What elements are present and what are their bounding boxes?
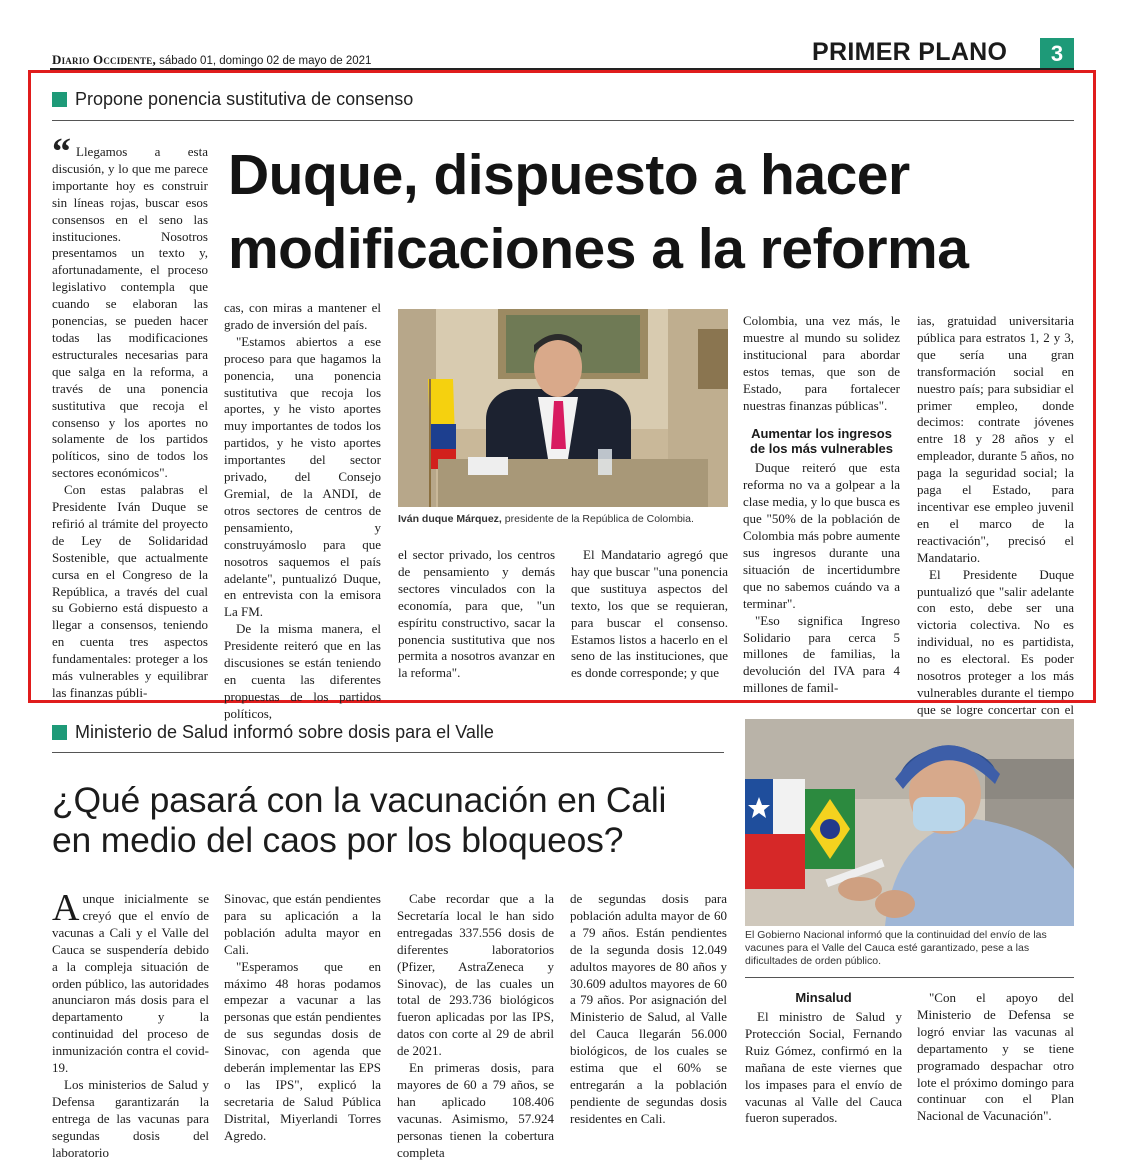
paragraph: El ministro de Salud y Protección Social, Fernando Ruiz Gómez, confirmó en la mañana de este viernes que los impases para el envío de vacunas al Valle del Cauca fueron superados. bbox=[745, 1009, 902, 1126]
article1-column-1 bbox=[52, 144, 208, 702]
paragraph: "Estamos abiertos a ese proceso para que hagamos la ponencia, una ponencia sustitutiva que recoja los aportes, y he visto aportes muy importantes de todos los partidos, y he visto aportes importantes del sector privado, del Consejo Gremial, de la ANDI, de otros sectores de centros de pensamiento, y construyámoslo para que nosotros saquemos el país adelante", puntualizó Duque, en entrevista con la emisora La FM. bbox=[224, 333, 381, 620]
masthead-date-line bbox=[52, 52, 371, 68]
paragraph: Colombia, una vez más, le muestre al mundo su solidez institucional para abordar estos temas, que son de Estado, para fortalecer nuestras finanzas públicas". bbox=[743, 313, 900, 413]
paragraph: "Eso significa Ingreso Solidario para cerca 5 millones de familias, la devolución del IVA para 4 millones de famil- bbox=[743, 612, 900, 696]
paragraph: "Con el apoyo del Ministerio de Defensa se logró enviar las vacunas al departamento y se tiene programado despachar otro lote el próximo domingo para continuar con el Plan Nacional de Vacunación". bbox=[917, 990, 1074, 1124]
open-quote-icon: “ bbox=[52, 131, 71, 173]
article2-column-3 bbox=[397, 891, 554, 1162]
article2-kicker bbox=[52, 722, 494, 743]
headline-line: modificaciones a la reforma bbox=[228, 217, 969, 281]
headline-line: ¿Qué pasará con la vacunación en Cali bbox=[52, 780, 667, 820]
article2-column-1 bbox=[52, 887, 209, 1162]
square-bullet-icon bbox=[52, 725, 67, 740]
article1-subhead: Aumentar los ingresos de los más vulnerables bbox=[749, 426, 894, 457]
article2-column-2 bbox=[224, 891, 381, 1145]
vaccination-photo bbox=[745, 719, 1074, 926]
newspaper-brand: Diario Occidente, bbox=[52, 52, 156, 67]
article2-kicker-text: Ministerio de Salud informó sobre dosis para el Valle bbox=[75, 722, 494, 742]
paragraph: unque inicialmente se creyó que el envío de vacunas a Cali y el Valle del Cauca se suspendería debido a la compleja situación de orden público, las autoridades anunciaron más dosis para el departamento y la continuidad del proceso de inmunización contra el covid-19. bbox=[52, 891, 209, 1076]
paragraph: ias, gratuidad universitaria pública para estratos 1, 2 y 3, que sería una gran transformación social en nuestro país; para subsidiar el primer empleo, donde decimos: contrate jóvenes entre 18 y 28 años y el empleador, durante 5 años, no paga la seguridad social; la paga el Estado, para incentivar ese empleo juvenil en el marco de la reactivación", precisó el Mandatario. bbox=[917, 313, 1074, 565]
article1-kicker bbox=[52, 89, 413, 110]
article1-column-3 bbox=[398, 547, 555, 682]
divider bbox=[52, 752, 724, 753]
paragraph: En primeras dosis, para mayores de 60 a 79 años, se han aplicado 108.406 vacunas. Asimismo, 57.924 personas tienen la cobertura completa bbox=[397, 1060, 554, 1160]
duque-photo bbox=[398, 309, 728, 507]
paragraph: Los ministerios de Salud y Defensa garantizarán la entrega de las vacunas para segundas dosis del laboratorio bbox=[52, 1076, 209, 1160]
paragraph: cas, con miras a mantener el grado de inversión del país. bbox=[224, 300, 381, 332]
photo1-caption bbox=[398, 513, 738, 525]
headline-line: en medio del caos por los bloqueos? bbox=[52, 820, 624, 860]
article2-column-5 bbox=[745, 990, 902, 1127]
article1-column-5 bbox=[743, 313, 900, 697]
divider bbox=[745, 977, 1074, 978]
page-number: 3 bbox=[1040, 38, 1074, 70]
caption-name: Iván duque Márquez, bbox=[398, 513, 502, 525]
section-name: PRIMER PLANO bbox=[812, 38, 1008, 66]
article1-column-2 bbox=[224, 300, 381, 723]
paragraph: Con estas palabras el Presidente Iván Duque se refirió al trámite del proyecto de Ley de Solidaridad Sostenible, que actualmente cursa en el Congreso de la República, a través del cual su Gobierno está dispuesto a llegar a consensos, teniendo en cuenta tres aspectos fundamentales: proteger a los más vulnerables y equilibrar las finanzas públi- bbox=[52, 482, 208, 700]
issue-date: sábado 01, domingo 02 de mayo de 2021 bbox=[159, 55, 372, 67]
paragraph: de segundas dosis para población adulta mayor de 60 a 79 años. Están pendientes de la segunda dosis 12.049 adultos mayores de 80 años y 30.609 adultos mayores de 60 a 79 años. Por asignación del Ministerio de Salud, al Valle del Cauca llegarán 56.000 biológicos, de los cuales se estima que el 60% se entregarán a la población pendiente de segundas dosis residentes en Cali. bbox=[570, 891, 727, 1126]
paragraph: "Esperamos que en máximo 48 horas podamos empezar a vacunar a las personas que están pendientes de sus segundas dosis de Sinovac, con agenda que deberán implementar las EPS o las IPS", explicó la secretaria de Salud Pública Distrital, Miyerlandi Torres Agredo. bbox=[224, 958, 381, 1143]
caption-text: presidente de la República de Colombia. bbox=[501, 513, 694, 525]
paragraph: el sector privado, los centros de pensamiento y demás sectores vinculados con la economía, para que, "un espíritu constructivo, sacar la ponencia sustitutiva que nos permita a nosotros avanzar en la reforma". bbox=[398, 547, 555, 681]
article1-column-4 bbox=[571, 547, 728, 682]
paragraph: Cabe recordar que a la Secretaría local le han sido entregadas 337.556 dosis de diferentes laboratorios (Pfizer, AstraZeneca y Sinovac), de las cuales un total de 293.736 biológicos fueron aplicadas por las IPS, datos con corte al 29 de abril de 2021. bbox=[397, 891, 554, 1059]
article2-subhead: Minsalud bbox=[795, 990, 852, 1005]
paragraph: El Mandatario agregó que hay que buscar "una ponencia que sustituya aspectos del texto, los que se requieran, para buscar el consenso. Estamos listos a hacerlo en el seno de las instituciones, que es donde corresponde; y que bbox=[571, 547, 728, 681]
article2-headline bbox=[52, 780, 752, 860]
photo2-caption: El Gobierno Nacional informó que la continuidad del envío de las vacunes para el Valle del Cauca esté garantizado, pese a las dificultades de orden público. bbox=[745, 929, 1047, 967]
square-bullet-icon bbox=[52, 92, 67, 107]
paragraph: Sinovac, que están pendientes para su aplicación a la población adulta mayor en Cali. bbox=[224, 891, 381, 957]
article1-kicker-text: Propone ponencia sustitutiva de consenso bbox=[75, 89, 414, 109]
nurse-image bbox=[745, 719, 1074, 926]
paragraph: Duque reiteró que esta reforma no va a golpear a la clase media, y lo que busca es que "50% de la población de Colombia más pobre aumente sus ingresos durante una situación de incertidumbre que no sabemos cuándo va a terminar". bbox=[743, 460, 900, 611]
article1-headline bbox=[228, 138, 1078, 286]
president-image bbox=[398, 309, 728, 507]
paragraph: El Presidente Duque puntualizó que "salir adelante con esto, debe ser una victoria colectiva. No es individual, no es partidista, no es electoral. Es poder nosotros proteger a los más vulnerables durante el tiempo que se logre concertar con el bbox=[917, 566, 1074, 717]
article1-column-6 bbox=[917, 313, 1074, 736]
paragraph: Llegamos a esta discusión, y lo que me parece importante hoy es construir sin líneas rojas, buscar esos consensos en el seno las instituciones. Nosotros presentamos un texto y, afortunadamente, el proceso legislativo contempla que cuando se elaboran las ponencias, se pueden hacer todas las modificaciones estructurales necesarias para que salga en la reforma, a través de una ponencia sustitutiva que recoja el consenso y los aportes no solamente de los partidos políticos, sino de todos los sectores económicos". bbox=[52, 144, 208, 481]
drop-cap: A bbox=[52, 887, 80, 929]
paragraph: De la misma manera, el Presidente reiteró que en las discusiones se están teniendo en cuenta las diferentes propuestas de los partidos políticos, bbox=[224, 621, 381, 721]
headline-line: Duque, dispuesto a hacer bbox=[228, 143, 910, 207]
article2-column-6 bbox=[917, 990, 1074, 1125]
divider bbox=[52, 120, 1074, 121]
article2-column-4 bbox=[570, 891, 727, 1128]
